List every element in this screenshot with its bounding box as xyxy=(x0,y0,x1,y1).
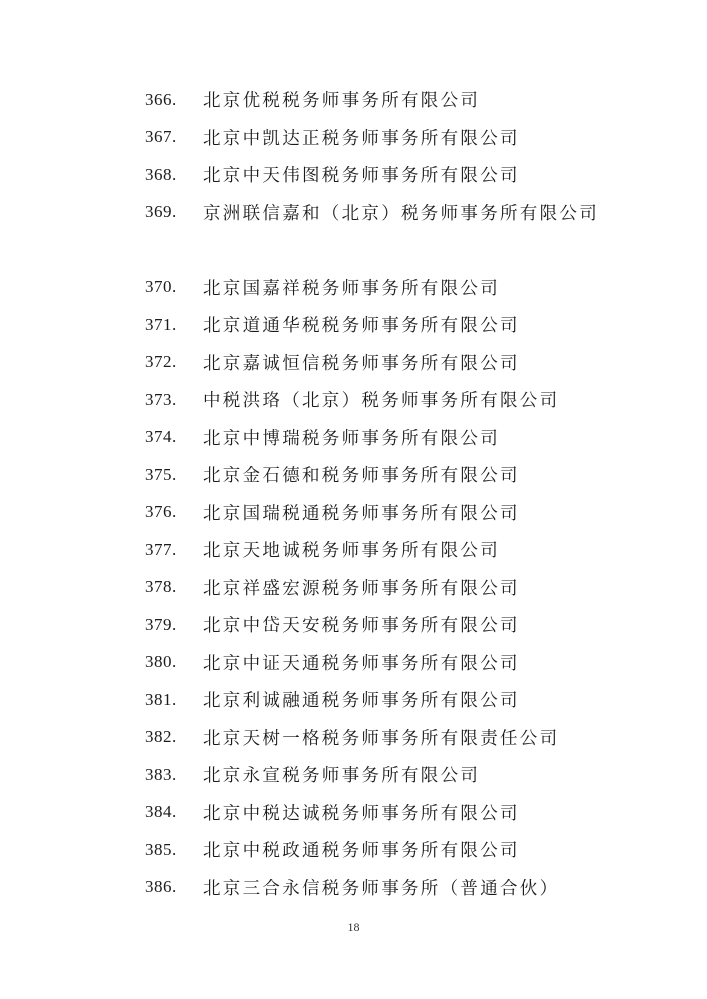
firm-list xyxy=(145,81,667,906)
item-number: 368. xyxy=(145,164,177,184)
list-item xyxy=(145,531,667,569)
item-number: 377. xyxy=(145,539,177,559)
firm-name: 北京中证天通税务师事务所有限公司 xyxy=(203,652,520,673)
list-item xyxy=(145,831,667,869)
paragraph-break xyxy=(145,231,667,269)
list-item xyxy=(145,381,667,419)
firm-name: 北京利诚融通税务师事务所有限公司 xyxy=(203,690,520,711)
item-number: 370. xyxy=(145,277,177,297)
firm-name: 京洲联信嘉和（北京）税务师事务所有限公司 xyxy=(203,202,599,223)
list-item xyxy=(145,869,667,907)
list-item xyxy=(145,456,667,494)
list-item xyxy=(145,569,667,607)
firm-name: 北京优税税务师事务所有限公司 xyxy=(203,90,481,111)
item-number: 374. xyxy=(145,427,177,447)
list-item xyxy=(145,644,667,682)
firm-name: 北京中税达诚税务师事务所有限公司 xyxy=(203,802,520,823)
firm-name: 北京三合永信税务师事务所（普通合伙） xyxy=(203,877,560,898)
list-item xyxy=(145,156,667,194)
list-item xyxy=(145,344,667,382)
firm-name: 北京天树一格税务师事务所有限责任公司 xyxy=(203,727,560,748)
item-number: 371. xyxy=(145,314,177,334)
list-item xyxy=(145,81,667,119)
item-number: 381. xyxy=(145,689,177,709)
list-item xyxy=(145,794,667,832)
list-item xyxy=(145,756,667,794)
list-item xyxy=(145,119,667,157)
firm-name: 北京嘉诚恒信税务师事务所有限公司 xyxy=(203,352,520,373)
firm-name: 北京中岱天安税务师事务所有限公司 xyxy=(203,615,520,636)
item-number: 367. xyxy=(145,127,177,147)
page-number: 18 xyxy=(347,920,360,934)
firm-name: 北京中税政通税务师事务所有限公司 xyxy=(203,840,520,861)
item-number: 373. xyxy=(145,389,177,409)
firm-name: 北京道通华税税务师事务所有限公司 xyxy=(203,315,520,336)
firm-name: 北京中天伟图税务师事务所有限公司 xyxy=(203,165,520,186)
item-number: 369. xyxy=(145,202,177,222)
firm-name: 北京国嘉祥税务师事务所有限公司 xyxy=(203,277,500,298)
list-item xyxy=(145,419,667,457)
item-number: 384. xyxy=(145,802,177,822)
list-item xyxy=(145,719,667,757)
firm-name: 北京金石德和税务师事务所有限公司 xyxy=(203,465,520,486)
firm-name: 北京国瑞税通税务师事务所有限公司 xyxy=(203,502,520,523)
list-item xyxy=(145,494,667,532)
item-number: 382. xyxy=(145,727,177,747)
list-item xyxy=(145,306,667,344)
list-item xyxy=(145,269,667,307)
item-number: 376. xyxy=(145,502,177,522)
item-number: 378. xyxy=(145,577,177,597)
item-number: 386. xyxy=(145,877,177,897)
firm-name: 中税洪珞（北京）税务师事务所有限公司 xyxy=(203,390,560,411)
item-number: 372. xyxy=(145,352,177,372)
list-item xyxy=(145,194,667,232)
item-number: 366. xyxy=(145,89,177,109)
item-number: 379. xyxy=(145,614,177,634)
firm-name: 北京天地诚税务师事务所有限公司 xyxy=(203,540,500,561)
item-number: 380. xyxy=(145,652,177,672)
list-item xyxy=(145,681,667,719)
firm-name: 北京中博瑞税务师事务所有限公司 xyxy=(203,427,500,448)
list-item xyxy=(145,606,667,644)
firm-name: 北京祥盛宏源税务师事务所有限公司 xyxy=(203,577,520,598)
item-number: 375. xyxy=(145,464,177,484)
item-number: 385. xyxy=(145,839,177,859)
item-number: 383. xyxy=(145,764,177,784)
firm-name: 北京中凯达正税务师事务所有限公司 xyxy=(203,127,520,148)
firm-name: 北京永宣税务师事务所有限公司 xyxy=(203,765,481,786)
